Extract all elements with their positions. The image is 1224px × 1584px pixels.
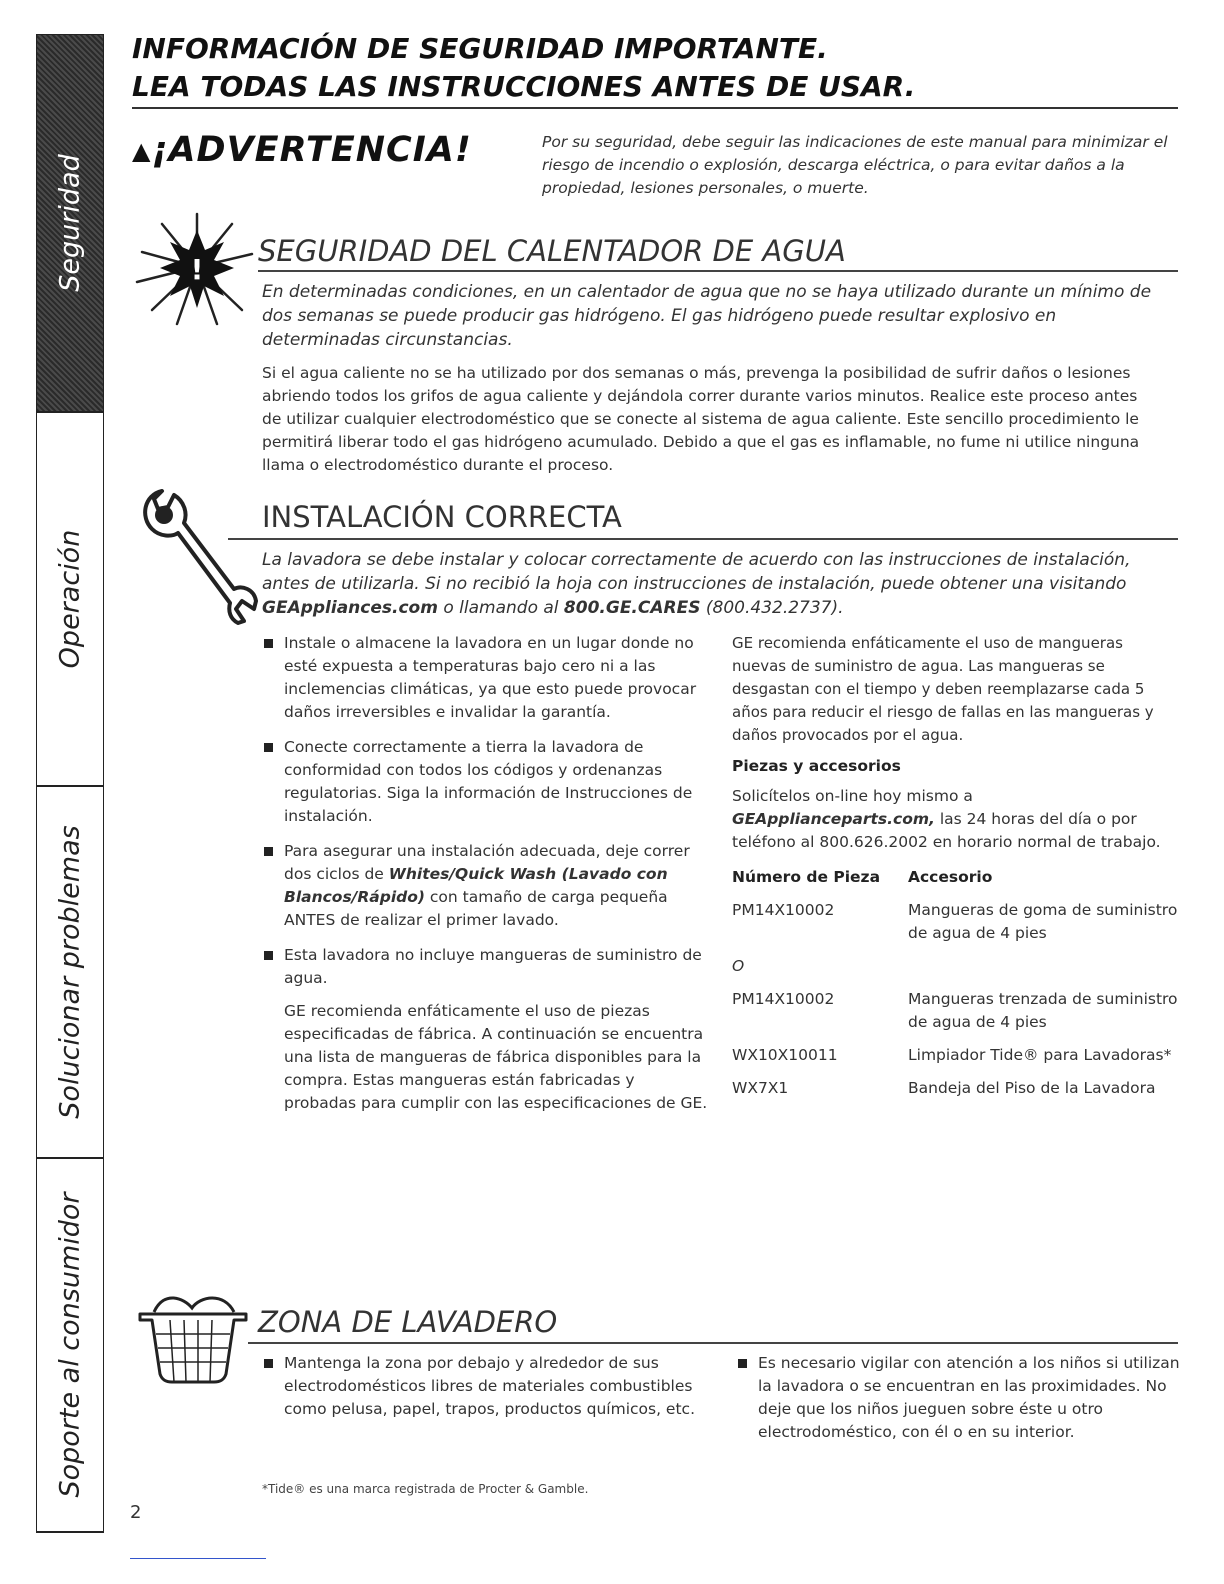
title-line-1: INFORMACIÓN DE SEGURIDAD IMPORTANTE. — [132, 32, 828, 65]
sidebar-tab-label: Soporte al consumidor — [54, 1192, 86, 1498]
water-heater-heading: SEGURIDAD DEL CALENTADOR DE AGUA — [258, 234, 846, 268]
title-divider — [132, 107, 1178, 109]
link-underline — [130, 1558, 266, 1559]
explosion-icon — [132, 212, 262, 332]
bottom-divider — [36, 1531, 104, 1533]
footnote: *Tide® es una marca registrada de Procter & Gamble. — [262, 1482, 589, 1496]
laundry-divider — [248, 1342, 1178, 1344]
water-heater-intro: En determinadas condiciones, en un calentador de agua que no se haya utilizado durante un mínimo de dos semanas se puede producir gas hidrógeno. El gas hidrógeno puede resultar explosivo en determinadas circunstancias. — [262, 282, 1152, 350]
installation-divider — [228, 538, 1178, 540]
wrench-icon — [138, 485, 258, 625]
laundry-heading: ZONA DE LAVADERO — [258, 1305, 558, 1339]
sidebar-tab-seguridad[interactable] — [36, 34, 104, 412]
sidebar-tab-solucionar[interactable] — [36, 786, 104, 1158]
table-row: WX10X10011 Limpiador Tide® para Lavadoras* — [732, 1046, 1172, 1064]
title-line-2: LEA TODAS LAS INSTRUCCIONES ANTES DE USAR. — [132, 70, 916, 103]
geapplianceparts-link[interactable]: GEApplianceparts.com, — [732, 810, 935, 828]
laundry-left-column — [258, 1352, 710, 1433]
phone-number: 800.GE.CARES — [563, 598, 701, 618]
factory-parts-paragraph: GE recomienda enfáticamente el uso de piezas especificadas de fábrica. A continuación se encuentra una lista de mangueras de fábrica disponibles para la compra. Estas mangueras están fabricadas y probadas para cumplir con las especificaciones de GE. — [284, 1002, 708, 1112]
parts-paragraph: Solicítelos on-line hoy mismo a GEApplianceparts.com, las 24 horas del día o por teléfono al 800.626.2002 en horario normal de trabajo. — [732, 787, 1161, 851]
laundry-right-column — [732, 1352, 1184, 1456]
installation-right-column — [732, 632, 1178, 1110]
table-header-row — [732, 866, 1178, 899]
list-item: Instale o almacene la lavadora en un lugar donde no esté expuesta a temperaturas bajo cero ni a las inclemencias climáticas, ya que esto puede provocar daños irreversibles e invalidar la garantía. — [258, 632, 710, 724]
warning-title: ▲¡ADVERTENCIA! — [132, 130, 472, 170]
laundry-basket-icon — [134, 1288, 252, 1384]
installation-left-column — [258, 632, 710, 1115]
table-row: PM14X10002 Mangueras de goma de suministro de agua de 4 pies — [732, 901, 1178, 942]
geappliances-link[interactable]: GEAppliances.com — [262, 598, 438, 618]
list-item: Para asegurar una instalación adecuada, deje correr dos ciclos de Whites/Quick Wash (Lavado con Blancos/Rápido) con tamaño de carga pequeña ANTES de realizar el primer lavado. — [258, 840, 710, 932]
water-heater-body: Si el agua caliente no se ha utilizado por dos semanas o más, prevenga la posibilidad de sufrir daños o lesiones abriendo todos los grifos de agua caliente y dejándola correr durante varios minutos. Realice este proceso antes de utilizar cualquier electrodoméstico que se conecte al sistema de agua caliente. Este sencillo procedimiento le permitirá liberar todo el gas hidrógeno acumulado. Debido a que el gas es inflamable, no fume ni utilice ninguna llama o electrodoméstico durante el proceso. — [262, 364, 1140, 474]
list-item: Mantenga la zona por debajo y alrededor de sus electrodomésticos libres de materiales combustibles como pelusa, papel, trapos, productos químicos, etc. — [258, 1352, 710, 1421]
list-item: Esta lavadora no incluye mangueras de suministro de agua. — [258, 944, 710, 990]
page-title — [132, 30, 915, 106]
sidebar-tab-operacion[interactable] — [36, 412, 104, 786]
page-number: 2 — [130, 1502, 142, 1523]
water-heater-divider — [258, 270, 1178, 272]
list-item: Es necesario vigilar con atención a los niños si utilizan la lavadora o se encuentran en las proximidades. No deje que los niños jueguen sobre éste u otro electrodoméstico, con él o en su interior. — [732, 1352, 1184, 1444]
table-row: WX7X1 Bandeja del Piso de la Lavadora — [732, 1079, 1156, 1097]
parts-heading: Piezas y accesorios — [732, 757, 901, 775]
parts-table — [732, 866, 1178, 1110]
installation-heading: INSTALACIÓN CORRECTA — [262, 500, 622, 534]
table-header: Accesorio — [908, 868, 993, 886]
table-row: O — [732, 957, 745, 975]
sidebar-tab-label: Solucionar problemas — [54, 825, 86, 1119]
svg-text:!: ! — [190, 253, 204, 286]
list-item: Conecte correctamente a tierra la lavadora de conformidad con todos los códigos y ordenanzas regulatorias. Siga la información de Instrucciones de instalación. — [258, 736, 710, 828]
installation-intro: La lavadora se debe instalar y colocar correctamente de acuerdo con las instrucciones de instalación, antes de utilizarla. Si no recibió la hoja con instrucciones de instalación, puede obtener una visitando GEAppliances.com o llamando al 800.GE.CARES (800.432.2737). — [262, 550, 1131, 618]
hoses-paragraph: GE recomienda enfáticamente el uso de mangueras nuevas de suministro de agua. Las mangueras se desgastan con el tiempo y deben reemplazarse cada 5 años para reducir el riesgo de fallas en las mangueras y daños provocados por el agua. — [732, 634, 1154, 744]
sidebar-tab-soporte[interactable] — [36, 1158, 104, 1532]
table-row: PM14X10002 Mangueras trenzada de suministro de agua de 4 pies — [732, 990, 1178, 1031]
table-header: Número de Pieza — [732, 868, 881, 886]
sidebar-tab-label: Operación — [54, 529, 86, 669]
warning-triangle-icon: ▲ — [132, 137, 152, 165]
warning-text: Por su seguridad, debe seguir las indicaciones de este manual para minimizar el riesgo de incendio o explosión, descarga eléctrica, o para evitar daños a la propiedad, lesiones personales, o muerte. — [542, 133, 1168, 197]
sidebar-tab-label: Seguridad — [54, 154, 86, 292]
